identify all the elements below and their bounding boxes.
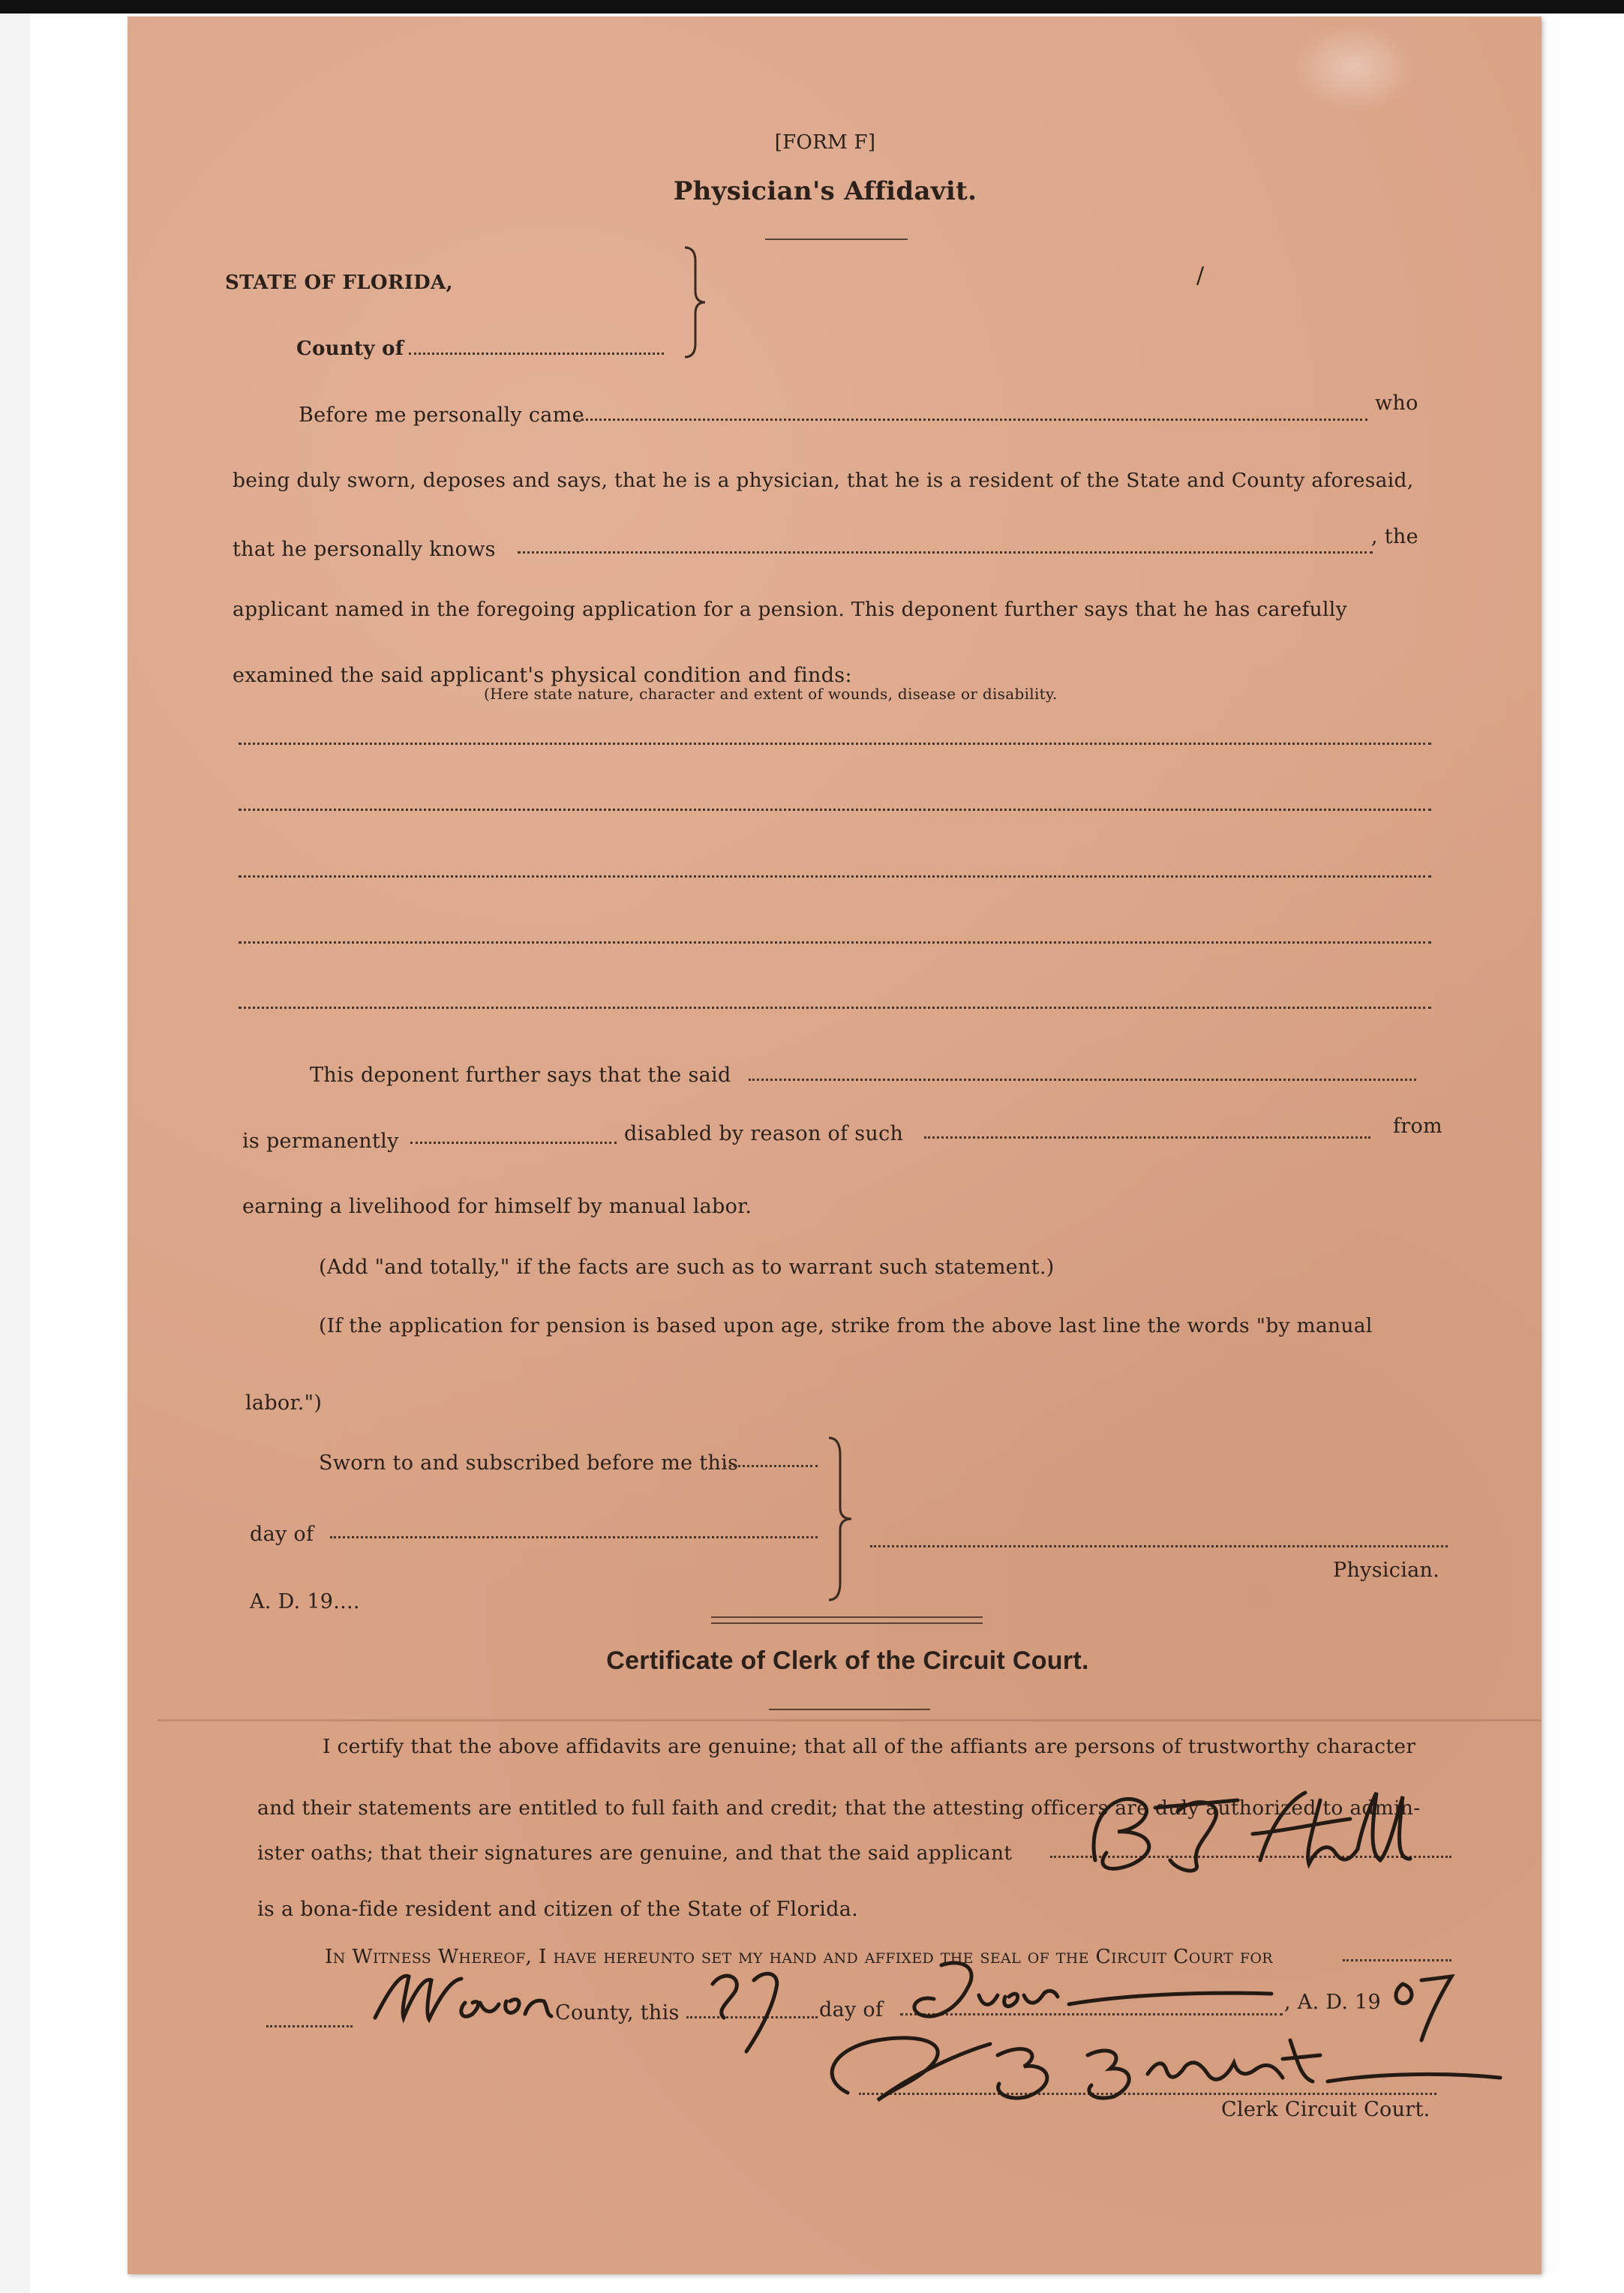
labor-note: labor.")	[245, 1391, 323, 1415]
day-of-cert-text: day of	[819, 1998, 884, 2021]
condition-blank-1	[239, 743, 1431, 745]
certificate-line-3: ister oaths; that their signatures are genuine, and that the said applicant	[257, 1841, 1013, 1865]
clerk-signature	[803, 2003, 1523, 2123]
county-blank	[409, 353, 664, 355]
section-divider-bottom	[711, 1622, 983, 1624]
certificate-title: Certificate of Clerk of the Circuit Court.	[606, 1646, 1089, 1675]
county-signature	[368, 1958, 585, 2033]
here-state-note: (Here state nature, character and extent of wounds, disease or disability.	[484, 685, 1058, 703]
affiant-name-blank	[576, 419, 1367, 421]
state-label: STATE OF FLORIDA,	[225, 272, 453, 294]
add-totally-note: (Add "and totally," if the facts are such as to warrant such statement.)	[319, 1256, 1055, 1279]
scan-glare	[1290, 23, 1418, 113]
day-of-text: day of	[250, 1523, 314, 1546]
applicant-line-text: applicant named in the foregoing application for a pension. This deponent further says that he has carefully	[233, 598, 1347, 621]
knows-text: that he personally knows	[233, 538, 496, 561]
certificate-line-1: I certify that the above affidavits are genuine; that all of the affiants are persons of trustworthy character	[323, 1735, 1416, 1758]
county-this-text: County, this	[555, 2001, 680, 2024]
document-title: Physician's Affidavit.	[673, 176, 977, 206]
physician-signature-blank	[870, 1545, 1448, 1547]
before-me-text: Before me personally came	[299, 404, 584, 427]
margin-mark: /	[1196, 263, 1205, 289]
paper-fold-line	[158, 1719, 1541, 1721]
applicant-name-blank	[518, 551, 1373, 554]
certificate-line-2: and their statements are entitled to full faith and credit; that the attesting officers are duly authorized to admin-	[257, 1796, 1421, 1820]
permanently-text: is permanently	[242, 1130, 399, 1153]
certificate-underline	[769, 1709, 930, 1710]
from-text: from	[1393, 1115, 1442, 1138]
condition-blank-2	[239, 809, 1431, 811]
physician-label: Physician.	[1333, 1559, 1440, 1582]
state-brace	[679, 246, 709, 359]
condition-blank-4	[239, 941, 1431, 944]
certificate-line-4: is a bona-fide resident and citizen of the State of Florida.	[257, 1898, 859, 1921]
the-text: , the	[1371, 525, 1418, 548]
form-label: [FORM F]	[774, 131, 876, 154]
county-label: County of	[296, 338, 404, 360]
if-application-note: (If the application for pension is based upon age, strike from the above last line the words "by manual	[319, 1314, 1373, 1337]
said-name-blank	[749, 1079, 1416, 1081]
condition-blank-5	[239, 1007, 1431, 1009]
day-signature	[701, 1961, 806, 2059]
disabled-text: disabled by reason of such	[624, 1122, 904, 1145]
scan-left-margin	[0, 14, 30, 2293]
ad-year-text: A. D. 19....	[250, 1590, 360, 1613]
sworn-line-text: being duly sworn, deposes and says, that he is a physician, that he is a resident of the State and County aforesaid,	[233, 469, 1414, 492]
witness-text: In Witness Whereof, I have hereunto set my hand and affixed the seal of the Circuit Court for	[325, 1945, 1273, 1968]
sworn-to-text: Sworn to and subscribed before me this	[319, 1451, 739, 1475]
who-text: who	[1375, 392, 1418, 415]
disability-blank	[924, 1136, 1370, 1139]
condition-blank-3	[239, 875, 1431, 878]
cert-ad-text: , A. D. 19	[1284, 1991, 1382, 2014]
clerk-label: Clerk Circuit Court.	[1221, 2098, 1430, 2121]
title-underline	[765, 239, 908, 240]
sworn-brace	[825, 1436, 855, 1601]
scan-top-border	[0, 0, 1624, 14]
sworn-month-blank	[330, 1536, 818, 1538]
county-name-blank	[266, 2025, 353, 2027]
permanently-blank	[410, 1142, 617, 1144]
earning-text: earning a livelihood for himself by manual labor.	[242, 1195, 752, 1218]
further-says-text: This deponent further says that the said	[310, 1064, 731, 1087]
examined-text: examined the said applicant's physical condition and finds:	[233, 664, 852, 687]
applicant-signature	[1065, 1778, 1455, 1883]
sworn-day-blank	[724, 1465, 818, 1467]
section-divider-top	[711, 1616, 983, 1618]
